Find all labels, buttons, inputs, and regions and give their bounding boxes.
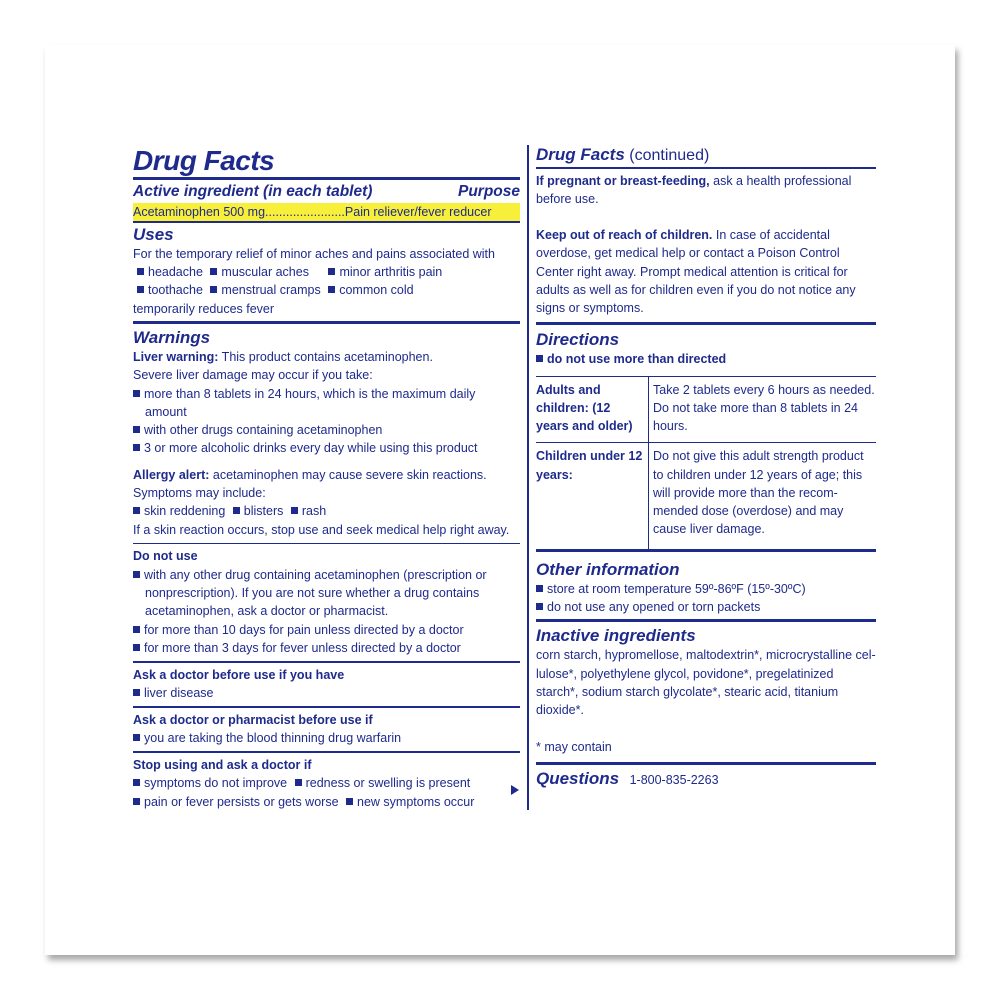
- do-not-use-heading: Do not use: [133, 549, 198, 564]
- list-item: more than 8 tablets in 24 hours, which is the maximum daily amount: [133, 385, 520, 422]
- bullet-icon: [133, 734, 140, 741]
- keep-out-rule: [536, 322, 876, 325]
- ask-pharmacist-heading: Ask a doctor or pharmacist before use if: [133, 712, 373, 727]
- uses-row-2: [133, 281, 520, 299]
- list-item: liver disease: [133, 684, 520, 702]
- ask-doctor-rule: [133, 706, 520, 708]
- ask-doctor-heading: Ask a doctor before use if you have: [133, 667, 345, 682]
- ask-pharmacist-rule: [133, 751, 520, 753]
- bullet-icon: [133, 444, 140, 451]
- bullet-icon: [536, 355, 543, 362]
- bullet-icon: [133, 426, 140, 433]
- uses-rule: [133, 321, 520, 324]
- bullet-icon: [137, 286, 144, 293]
- directions-table: [536, 376, 876, 549]
- title-rule: [133, 177, 520, 180]
- allergy-line-2: Symptoms may include:: [133, 486, 266, 501]
- directions-note: do not use more than directed: [536, 350, 876, 368]
- bullet-icon: [295, 779, 302, 786]
- list-item: store at room temperature 59º-86ºF (15º-30ºC): [536, 580, 876, 598]
- bullet-icon: [133, 779, 140, 786]
- do-not-use-rule: [133, 661, 520, 663]
- uses-heading: Uses: [133, 224, 174, 244]
- directions-heading: Directions: [536, 329, 620, 349]
- bullet-icon: [133, 798, 140, 805]
- bullet-icon: [536, 603, 543, 610]
- may-contain-note: * may contain: [536, 739, 612, 754]
- liver-line-2: Severe liver damage may occur if you take:: [133, 368, 373, 383]
- stop-using-heading: Stop using and ask a doctor if: [133, 757, 312, 772]
- continued-title: [536, 145, 876, 167]
- list-item: for more than 10 days for pain unless directed by a doctor: [133, 621, 520, 639]
- bullet-icon: [137, 268, 144, 275]
- bullet-icon: [328, 286, 335, 293]
- uses-row-1: [133, 263, 520, 281]
- other-information-rule: [536, 619, 876, 622]
- continued-arrow-icon: [511, 785, 519, 795]
- pregnancy-warning: [536, 172, 876, 209]
- bullet-icon: [133, 390, 140, 397]
- allergy-line-3: If a skin reaction occurs, stop use and seek medical help right away.: [133, 522, 510, 537]
- allergy-symptoms: skin reddening blisters rash: [133, 502, 520, 520]
- allergy-alert-text: acetaminophen may cause severe skin reactions.: [209, 467, 487, 482]
- liver-warning: [133, 348, 520, 366]
- continued-title-bold: Drug Facts: [536, 145, 625, 164]
- stop-row-1: symptoms do not improve redness or swelling is present: [133, 774, 520, 792]
- pregnancy-text: ask a health professional before use.: [536, 173, 852, 206]
- stop-row-2: pain or fever persists or gets worse new symptoms occur: [133, 793, 520, 811]
- left-column: [133, 145, 520, 811]
- bullet-icon: [210, 286, 217, 293]
- allergy-alert-label: Allergy alert:: [133, 467, 210, 482]
- active-rule: [133, 221, 520, 223]
- use-item: menstrual cramps: [221, 283, 321, 298]
- active-ingredient-heading: Active ingredient (in each tablet): [133, 183, 373, 200]
- bullet-icon: [328, 268, 335, 275]
- bullet-icon: [133, 571, 140, 578]
- warnings-heading: Warnings: [133, 327, 211, 347]
- continued-title-text: (continued): [624, 147, 710, 164]
- use-item: headache: [148, 265, 203, 280]
- adults-label: Adults and children: (12 years and older): [536, 377, 649, 442]
- bullet-icon: [536, 585, 543, 592]
- use-item: common cold: [339, 283, 414, 298]
- active-header-row: [133, 182, 520, 202]
- allergy-alert: [133, 466, 520, 484]
- pregnancy-label: If pregnant or breast-feeding,: [536, 173, 710, 188]
- inactive-ingredients-heading: Inactive ingredients: [536, 626, 696, 646]
- active-ingredient-line: Acetaminophen 500 mg.......................Pain reliever/fever reducer: [133, 203, 520, 221]
- keep-out-warning: [536, 226, 876, 317]
- list-item: you are taking the blood thinning drug warfarin: [133, 729, 520, 747]
- directions-rule: [536, 549, 876, 552]
- list-item: for more than 3 days for fever unless directed by a doctor: [133, 639, 520, 657]
- questions-row: [536, 769, 876, 791]
- questions-heading: Questions: [536, 768, 620, 788]
- bullet-icon: [291, 507, 298, 514]
- drug-facts-title: Drug Facts: [133, 145, 275, 176]
- list-item: with any other drug containing acetaminophen (prescription or nonprescription). If you are not sure whether a drug contains acetaminophen, ask a doctor or pharmacist.: [133, 566, 520, 621]
- use-item: muscular aches: [221, 265, 309, 280]
- children-text: Do not give this adult strength product to children under 12 years of age; this will provide more than the recom-mended dose (overdose) and may cause liver damage.: [653, 449, 864, 537]
- bullet-icon: [133, 644, 140, 651]
- right-column: [536, 145, 876, 791]
- children-label: Children under 12 years:: [536, 443, 649, 548]
- bullet-icon: [233, 507, 240, 514]
- uses-outro: temporarily reduces fever: [133, 301, 275, 316]
- use-item: minor arthritis pain: [339, 265, 443, 280]
- bullet-icon: [210, 268, 217, 275]
- bullet-icon: [133, 689, 140, 696]
- inactive-rule: [536, 762, 876, 765]
- use-item: toothache: [148, 283, 203, 298]
- bullet-icon: [346, 798, 353, 805]
- keep-out-text: In case of accidental overdose, get medical help or contact a Poison Control Center right away. Prompt medical attention is critical for adults as well as for children even if you do not notice any signs or symptoms.: [536, 228, 856, 316]
- liver-warning-label: Liver warning:: [133, 349, 219, 364]
- bullet-icon: [133, 626, 140, 633]
- inactive-ingredients-text: corn starch, hypromellose, maltodextrin*, microcrystalline cel-lulose*, polyethylene glycol, povidone*, pregelatinized starch*, sodium starch glycolate*, stearic acid, titanium dioxide*.: [536, 648, 876, 718]
- other-information-heading: Other information: [536, 559, 680, 579]
- column-divider: [527, 145, 529, 810]
- allergy-rule: [133, 543, 520, 545]
- list-item: 3 or more alcoholic drinks every day while using this product: [133, 439, 520, 457]
- list-item: do not use any opened or torn packets: [536, 598, 876, 616]
- uses-intro: For the temporary relief of minor aches and pains associated with: [133, 246, 495, 261]
- questions-phone[interactable]: 1-800-835-2263: [629, 772, 719, 787]
- purpose-heading: Purpose: [457, 183, 520, 200]
- bullet-icon: [133, 507, 140, 514]
- list-item: with other drugs containing acetaminophen: [133, 421, 520, 439]
- liver-warning-text: This product contains acetaminophen.: [218, 349, 433, 364]
- adults-text: Take 2 tablets every 6 hours as needed. Do not take more than 8 tablets in 24 hours.: [653, 382, 875, 434]
- continued-rule: [536, 167, 876, 169]
- keep-out-label: Keep out of reach of children.: [536, 228, 713, 243]
